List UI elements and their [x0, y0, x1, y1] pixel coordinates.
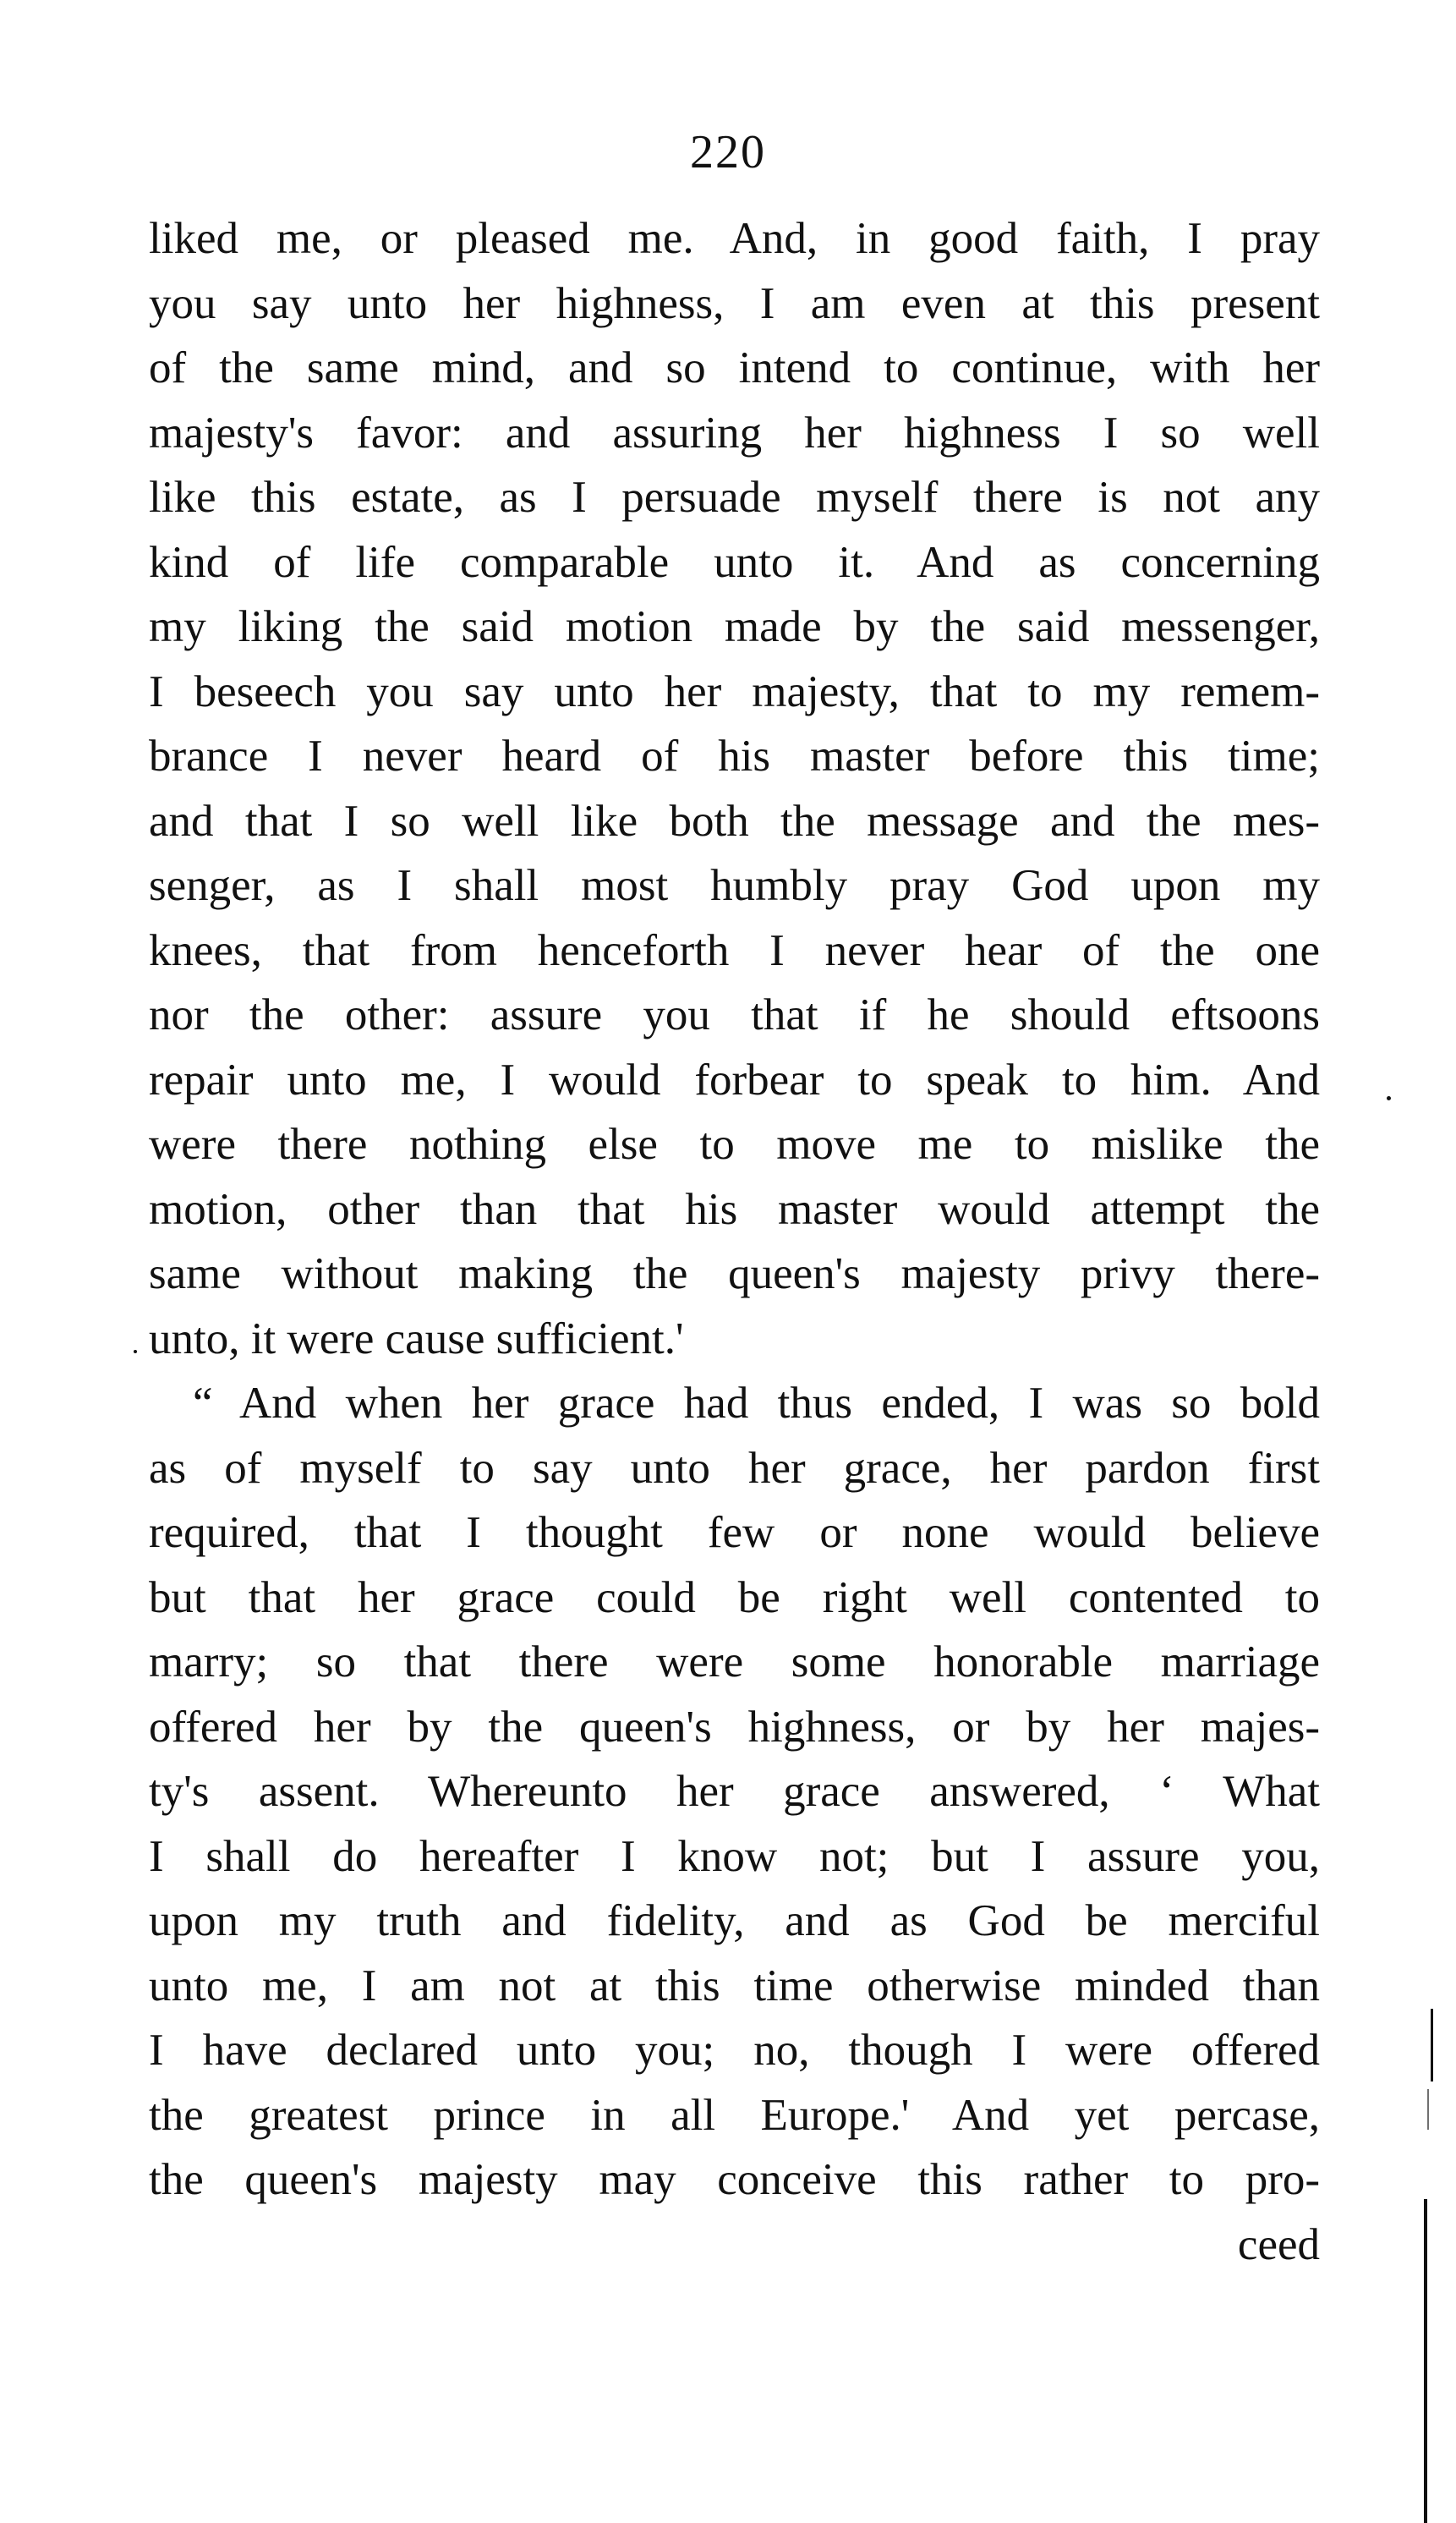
- text-line: like this estate, as I persuade myself there is not any: [149, 473, 1320, 522]
- text-line: liked me, or pleased me. And, in good faith, I pray: [149, 214, 1320, 263]
- text-line: the queen's majesty may conceive this rather to pro-: [149, 2155, 1320, 2204]
- text-line: majesty's favor: and assuring her highness I so well: [149, 408, 1320, 458]
- text-line: knees, that from henceforth I never hear of the one: [149, 925, 1320, 975]
- text-line: marry; so that there were some honorable marriage: [149, 1637, 1320, 1687]
- catchword: ceed: [1237, 2219, 1320, 2269]
- page-number: 220: [690, 126, 766, 178]
- text-line: of the same mind, and so intend to continue, with her: [149, 343, 1320, 392]
- margin-line-mark: [1427, 2089, 1429, 2130]
- text-line: same without making the queen's majesty privy there-: [149, 1249, 1320, 1298]
- text-line: as of myself to say unto her grace, her pardon first: [149, 1443, 1320, 1493]
- text-line: you say unto her highness, I am even at this present: [149, 278, 1320, 328]
- paragraph-end-line: unto, it were cause sufficient.': [149, 1314, 684, 1363]
- paragraph-start-line: “ And when her grace had thus ended, I was so bold: [193, 1379, 1320, 1428]
- text-line: I beseech you say unto her majesty, that to my remem-: [149, 666, 1320, 716]
- text-line: and that I so well like both the message and the mes-: [149, 796, 1320, 846]
- text-line: motion, other than that his master would attempt the: [149, 1184, 1320, 1234]
- text-line: but that her grace could be right well contented to: [149, 1572, 1320, 1622]
- text-line: unto me, I am not at this time otherwise minded than: [149, 1961, 1320, 2010]
- margin-dot-mark: [1387, 1096, 1391, 1100]
- margin-line-mark: [1424, 2199, 1427, 2523]
- text-line: the greatest prince in all Europe.' And yet percase,: [149, 2090, 1320, 2140]
- text-line: offered her by the queen's highness, or by her majes-: [149, 1702, 1320, 1752]
- margin-line-mark: [1431, 2009, 1433, 2081]
- margin-dot-mark: [134, 1350, 137, 1353]
- text-line: my liking the said motion made by the said messenger,: [149, 602, 1320, 651]
- text-line: upon my truth and fidelity, and as God be merciful: [149, 1896, 1320, 1945]
- text-line: I shall do hereafter I know not; but I assure you,: [149, 1831, 1320, 1881]
- text-line: repair unto me, I would forbear to speak to him. And: [149, 1055, 1320, 1105]
- text-line: nor the other: assure you that if he should eftsoons: [149, 990, 1320, 1039]
- text-line: ty's assent. Whereunto her grace answered, ‘ What: [149, 1767, 1320, 1816]
- page-text: [149, 206, 1320, 2277]
- text-line: required, that I thought few or none would believe: [149, 1508, 1320, 1557]
- text-line: were there nothing else to move me to mislike the: [149, 1120, 1320, 1169]
- text-line: I have declared unto you; no, though I were offered: [149, 2026, 1320, 2075]
- text-line: kind of life comparable unto it. And as concerning: [149, 537, 1320, 587]
- text-line: brance I never heard of his master before this time;: [149, 732, 1320, 781]
- text-line: senger, as I shall most humbly pray God upon my: [149, 861, 1320, 910]
